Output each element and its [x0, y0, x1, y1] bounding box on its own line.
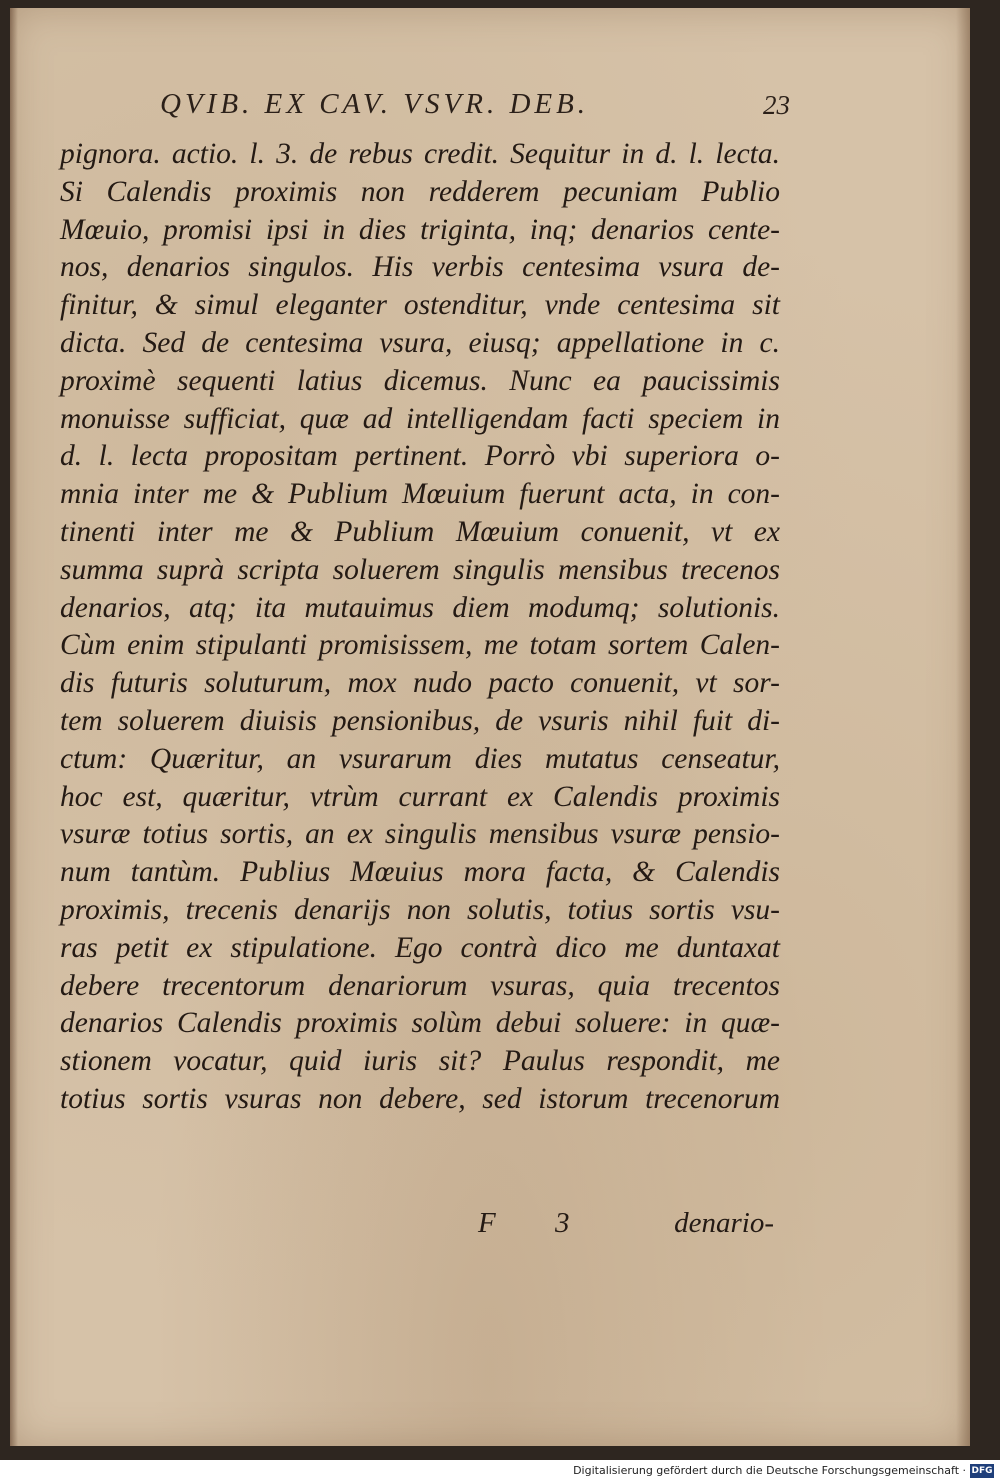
text-line: denarios, atq; ita mutauimus diem modumq; solutionis.: [60, 591, 780, 624]
text-line: hoc est, quæritur, vtrùm currant ex Calendis proximis: [60, 780, 780, 813]
text-line: d. l. lecta propositam pertinent. Porrò vbi superiora o-: [60, 440, 780, 473]
text-line: tem soluerem diuisis pensionibus, de vsuris nihil fuit di-: [60, 704, 780, 737]
text-line: denarios Calendis proximis solùm debui soluere: in quæ-: [60, 1007, 780, 1040]
text-line: dicta. Sed de centesima vsura, eiusq; appellatione in c.: [60, 326, 780, 359]
text-line: proximè sequenti latius dicemus. Nunc ea paucissimis: [60, 364, 780, 397]
text-line: totius sortis vsuras non debere, sed istorum trecenorum: [60, 1082, 780, 1115]
running-title: QVIB. EX CAV. VSVR. DEB.: [160, 88, 590, 120]
text-line: tinenti inter me & Publium Mœuium conuenit, vt ex: [60, 515, 780, 548]
signature-mark: F 3: [478, 1207, 596, 1239]
text-line: pignora. actio. l. 3. de rebus credit. Sequitur in d. l. lecta.: [60, 138, 780, 170]
text-line: ctum: Quæritur, an vsurarum dies mutatus censeatur,: [60, 742, 780, 775]
text-line: stionem vocatur, quid iuris sit? Paulus respondit, me: [60, 1045, 780, 1078]
text-line: finitur, & simul eleganter ostenditur, vnde centesima sit: [60, 289, 780, 322]
page-number: 23: [763, 90, 790, 120]
text-line: ras petit ex stipulatione. Ego contrà dico me duntaxat: [60, 931, 780, 964]
text-line: monuisse sufficiat, quæ ad intelligendam facti speciem in: [60, 402, 780, 435]
running-head: [160, 88, 790, 128]
page-gutter-shadow: [10, 8, 18, 1446]
catch-row: [60, 1207, 780, 1247]
text-line: num tantùm. Publius Mœuius mora facta, & Calendis: [60, 856, 780, 889]
text-line: dis futuris soluturum, mox nudo pacto conuenit, vt sor-: [60, 667, 780, 700]
text-line: mnia inter me & Publium Mœuium fuerunt acta, in con-: [60, 478, 780, 511]
funding-credit: Digitalisierung gefördert durch die Deutsche Forschungsgemeinschaft ·: [573, 1464, 966, 1477]
body-text: [60, 136, 780, 1119]
text-line: debere trecentorum denariorum vsuras, quia trecentos: [60, 969, 780, 1002]
text-line: Mœuio, promisi ipsi in dies triginta, inq; denarios cente-: [60, 213, 780, 246]
text-line: vsuræ totius sortis, an ex singulis mensibus vsuræ pensio-: [60, 818, 780, 851]
text-line: Cùm enim stipulanti promisissem, me totam sortem Calen-: [60, 629, 780, 662]
text-line: nos, denarios singulos. His verbis centesima vsura de-: [60, 251, 780, 284]
footer-bar: [0, 1460, 1000, 1483]
text-line: summa suprà scripta soluerem singulis mensibus trecenos: [60, 553, 780, 586]
text-line: Si Calendis proximis non redderem pecuniam Publio: [60, 175, 780, 208]
text-line: proximis, trecenis denarijs non solutis, totius sortis vsu-: [60, 893, 780, 926]
catchword: denario-: [674, 1207, 774, 1239]
page-edge-shadow: [956, 8, 970, 1446]
dfg-logo: DFG: [971, 1466, 993, 1476]
